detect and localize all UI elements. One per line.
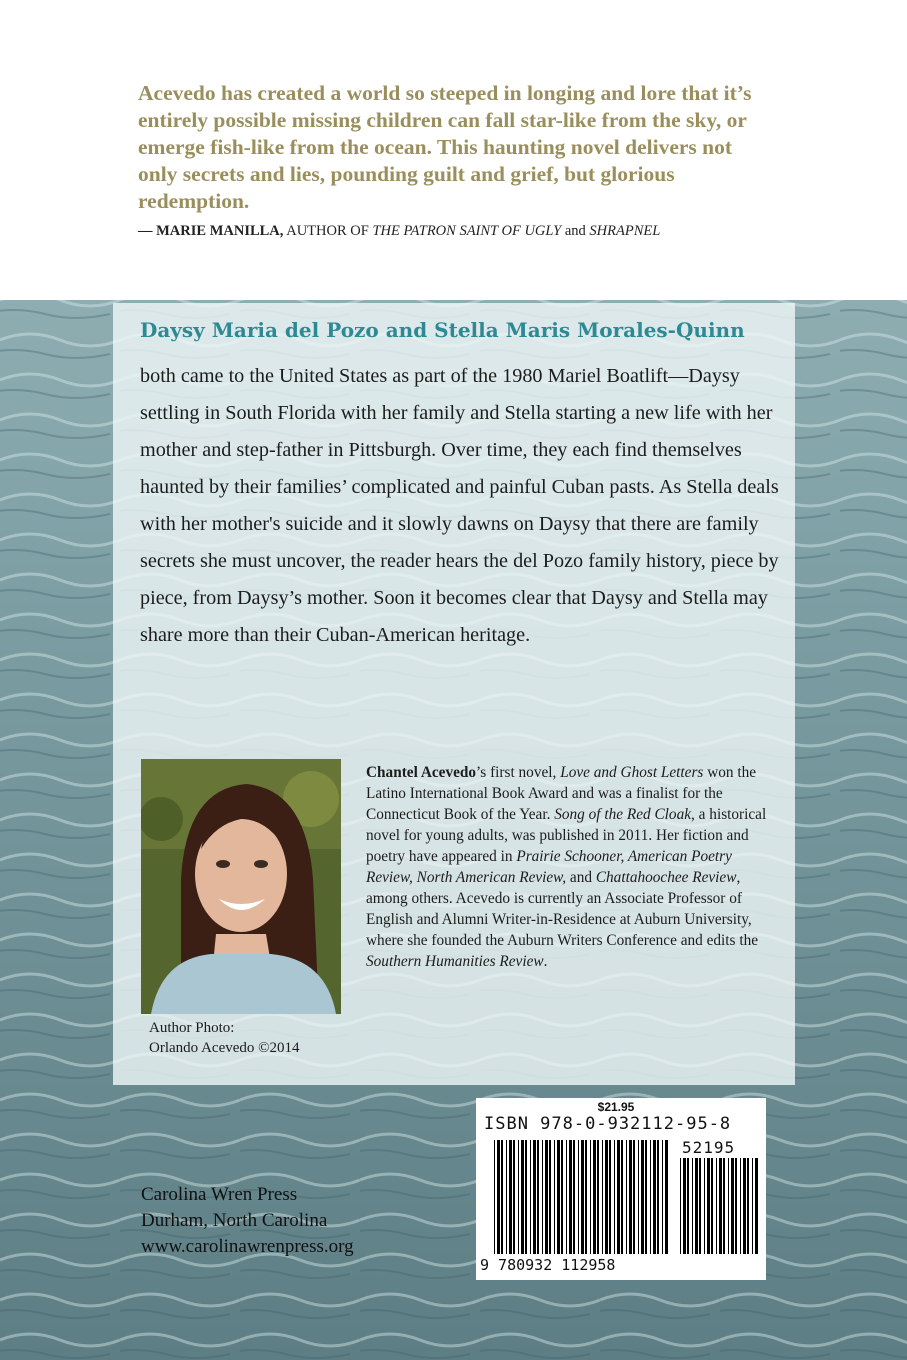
blurb-attribution xyxy=(138,223,838,240)
barcode-bar xyxy=(747,1158,749,1254)
barcode-bar xyxy=(501,1140,503,1254)
barcode-bar xyxy=(707,1158,710,1254)
barcode-bar xyxy=(719,1158,722,1254)
barcode-bar xyxy=(509,1140,512,1254)
barcode-bar xyxy=(545,1140,548,1254)
barcode-bar xyxy=(497,1140,500,1254)
isbn-barcode xyxy=(476,1098,766,1280)
attribution-name: — MARIE MANILLA, xyxy=(138,223,284,239)
barcode-bar xyxy=(728,1158,729,1254)
barcode-bar xyxy=(617,1140,620,1254)
barcode-bar xyxy=(593,1140,596,1254)
barcode-bar xyxy=(735,1158,737,1254)
barcode-bar xyxy=(731,1158,734,1254)
barcode-bar xyxy=(641,1140,644,1254)
barcode-bar xyxy=(687,1158,689,1254)
bio-magazine-2: Chattahoochee Review xyxy=(595,869,737,886)
attribution-prefix: AUTHOR OF xyxy=(286,223,369,239)
barcode-bar xyxy=(629,1140,632,1254)
barcode-bar xyxy=(573,1140,575,1254)
barcode-bar xyxy=(692,1158,693,1254)
barcode-bar xyxy=(683,1158,686,1254)
bio-book-1: Love and Ghost Letters xyxy=(560,764,704,781)
attribution-book1: THE PATRON SAINT OF UGLY xyxy=(372,223,562,239)
barcode-bar xyxy=(755,1158,758,1254)
barcode-bar xyxy=(525,1140,527,1254)
bio-text-3: , a historical novel for young adults, was published in 2011. Her fiction and poetry have appeared in xyxy=(366,806,767,865)
isbn-text: ISBN 978-0-932112-95-8 xyxy=(484,1114,732,1134)
barcode-bar xyxy=(680,1158,681,1254)
bio-text-1: ’s first novel, xyxy=(476,764,561,781)
barcode-bar xyxy=(542,1140,543,1254)
photo-credit xyxy=(149,1018,349,1058)
barcode-bar xyxy=(566,1140,567,1254)
summary-lead: Daysy Maria del Pozo and Stella Maris Morales-Quinn xyxy=(140,318,745,342)
publisher-location: Durham, North Carolina xyxy=(141,1210,328,1231)
barcode-bar xyxy=(533,1140,536,1254)
barcode-bar xyxy=(657,1140,659,1254)
barcode-bar xyxy=(645,1140,647,1254)
photo-credit-line2: Orlando Acevedo ©2014 xyxy=(149,1040,300,1056)
barcode-bar xyxy=(614,1140,615,1254)
barcode-bar xyxy=(561,1140,563,1254)
barcode-bar xyxy=(518,1140,519,1254)
barcode-bar xyxy=(711,1158,713,1254)
barcode-bar xyxy=(581,1140,584,1254)
barcode-bar xyxy=(633,1140,635,1254)
barcode-bars xyxy=(476,1098,766,1280)
barcode-bar xyxy=(752,1158,753,1254)
bio-book-2: Song of the Red Cloak xyxy=(554,806,692,823)
barcode-bar xyxy=(537,1140,539,1254)
barcode-bar xyxy=(716,1158,717,1254)
bio-text-6: . xyxy=(543,953,548,970)
author-bio xyxy=(366,762,781,972)
barcode-bar xyxy=(653,1140,656,1254)
barcode-bar xyxy=(506,1140,507,1254)
summary-body: both came to the United States as part of the 1980 Mariel Boatlift—Daysy settling in South Florida with her family and Stella starting a new life with her mother and step-father in Pittsburgh. Over time, they each find themselves haunted by their families’ complicated and painful Cuban pasts. As Stella deals with her mother's suicide and it slowly dawns on Daysy that there are family secrets she must uncover, the reader hears the del Pozo family history, piece by piece, from Daysy’s mother. Soon it becomes clear that Daysy and Stella may share more than their Cuban-American heritage. xyxy=(140,365,779,646)
barcode-bar xyxy=(621,1140,623,1254)
barcode-bar xyxy=(662,1140,663,1254)
barcode-bar xyxy=(650,1140,651,1254)
publisher-website: www.carolinawrenpress.org xyxy=(141,1236,354,1257)
barcode-ean-digits: 9 780932 112958 xyxy=(480,1256,616,1274)
barcode-bar xyxy=(585,1140,587,1254)
barcode-bar xyxy=(638,1140,639,1254)
author-photo xyxy=(141,759,341,1014)
barcode-bar xyxy=(609,1140,611,1254)
bio-magazine-3: Southern Humanities Review xyxy=(366,953,544,970)
bio-author-name: Chantel Acevedo xyxy=(366,764,477,781)
barcode-bar xyxy=(704,1158,705,1254)
bio-text-4: and xyxy=(566,869,596,886)
attribution-book2: SHRAPNEL xyxy=(589,223,661,239)
barcode-bar xyxy=(605,1140,608,1254)
barcode-bar xyxy=(699,1158,701,1254)
barcode-price: $21.95 xyxy=(597,1100,635,1114)
barcode-bar xyxy=(554,1140,555,1254)
bio-magazines-1: Prairie Schooner, American Poetry Review, North American Review, xyxy=(366,848,732,886)
barcode-bar xyxy=(695,1158,698,1254)
barcode-bar xyxy=(740,1158,741,1254)
barcode-bar xyxy=(590,1140,591,1254)
publisher-info xyxy=(141,1182,461,1260)
barcode-bar xyxy=(723,1158,725,1254)
barcode-bar xyxy=(602,1140,603,1254)
barcode-bar xyxy=(597,1140,599,1254)
photo-credit-line1: Author Photo: xyxy=(149,1020,235,1036)
barcode-bar xyxy=(557,1140,560,1254)
blurb-quote: Acevedo has created a world so steeped in longing and lore that it’s entirely possible missing children can fall star-like from the sky, or emerge fish-like from the ocean. This haunting novel delivers not only secrets and lies, pounding guilt and grief, but glorious redemption. xyxy=(138,81,752,213)
bio-text-2: won the Latino International Book Award and was a finalist for the Connecticut Book of the Year. xyxy=(366,764,757,823)
barcode-bar xyxy=(513,1140,515,1254)
barcode-bar xyxy=(743,1158,746,1254)
barcode-bar xyxy=(521,1140,524,1254)
barcode-bar xyxy=(494,1140,495,1254)
barcode-bar xyxy=(665,1140,668,1254)
barcode-addon-digits: 52195 xyxy=(682,1138,736,1157)
publisher-name: Carolina Wren Press xyxy=(141,1184,298,1205)
bio-text-5: , among others. Acevedo is currently an Associate Professor of English and Alumni Writer-in-Residence at Auburn University, where she founded the Auburn Writers Conference and edits the xyxy=(366,869,759,949)
barcode-bar xyxy=(569,1140,572,1254)
attribution-and: and xyxy=(564,223,586,239)
barcode-bar xyxy=(578,1140,579,1254)
barcode-bar xyxy=(530,1140,531,1254)
barcode-bar xyxy=(549,1140,551,1254)
barcode-bar xyxy=(626,1140,627,1254)
